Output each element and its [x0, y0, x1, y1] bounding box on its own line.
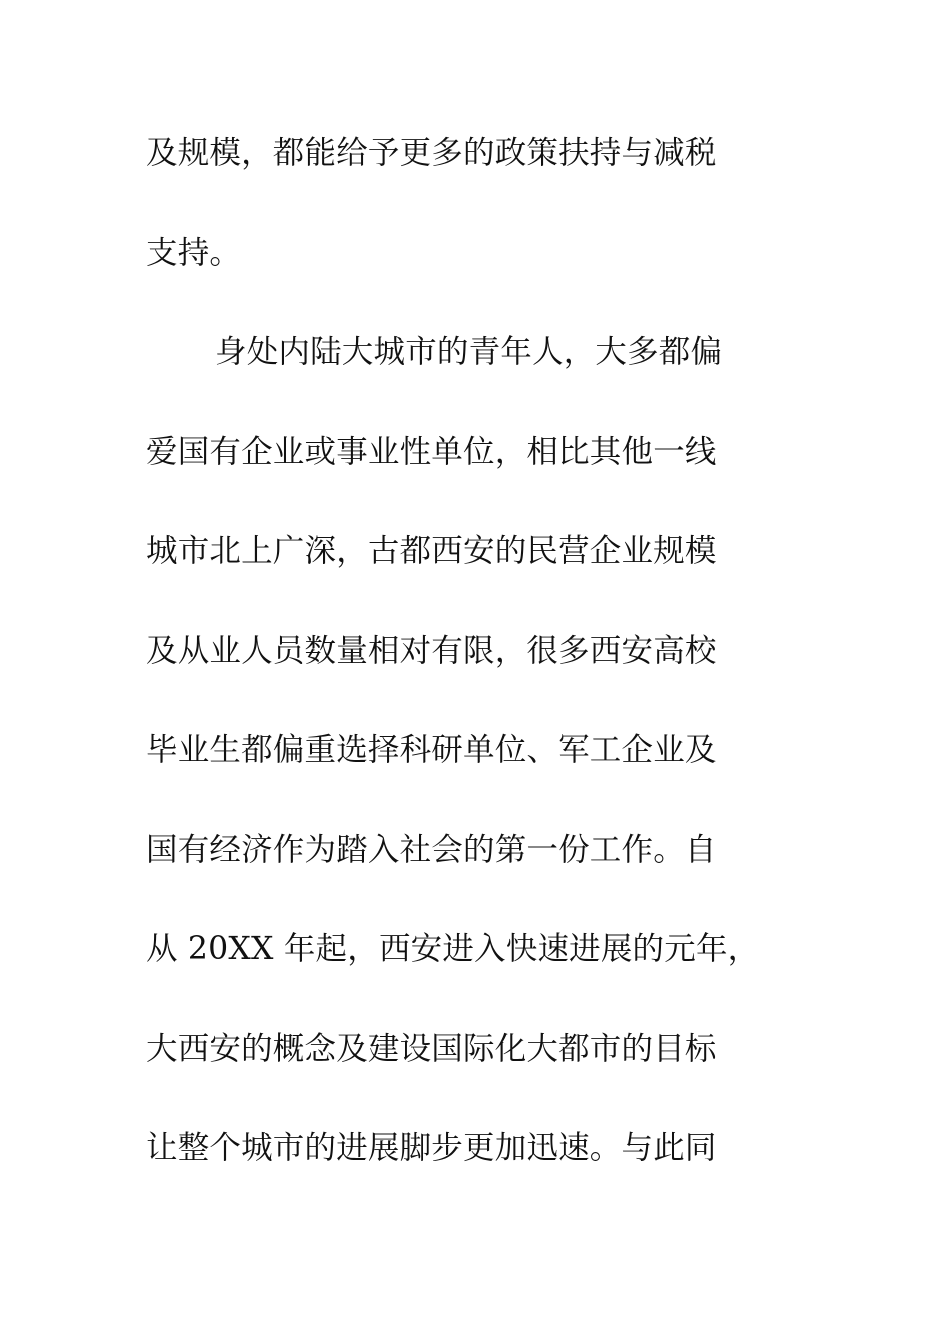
text-line: 毕业生都偏重选择科研单位、军工企业及 — [146, 732, 717, 768]
text-line: 城市北上广深，古都西安的民营企业规模 — [146, 533, 717, 569]
text-line: 大西安的概念及建设国际化大都市的目标 — [146, 1031, 717, 1067]
text-line: 国有经济作为踏入社会的第一份工作。自 — [146, 832, 717, 868]
text-line: 支持。 — [146, 235, 242, 271]
text-line: 及从业人员数量相对有限，很多西安高校 — [146, 633, 717, 669]
text-line: 爱国有企业或事业性单位，相比其他一线 — [146, 434, 717, 470]
text-line: 让整个城市的进展脚步更加迅速。与此同 — [146, 1130, 717, 1166]
text-line: 从 20XX 年起，西安进入快速进展的元年， — [146, 931, 760, 967]
text-line-indented: 身处内陆大城市的青年人，大多都偏 — [215, 334, 723, 370]
text-line: 及规模，都能给予更多的政策扶持与减税 — [146, 135, 717, 171]
